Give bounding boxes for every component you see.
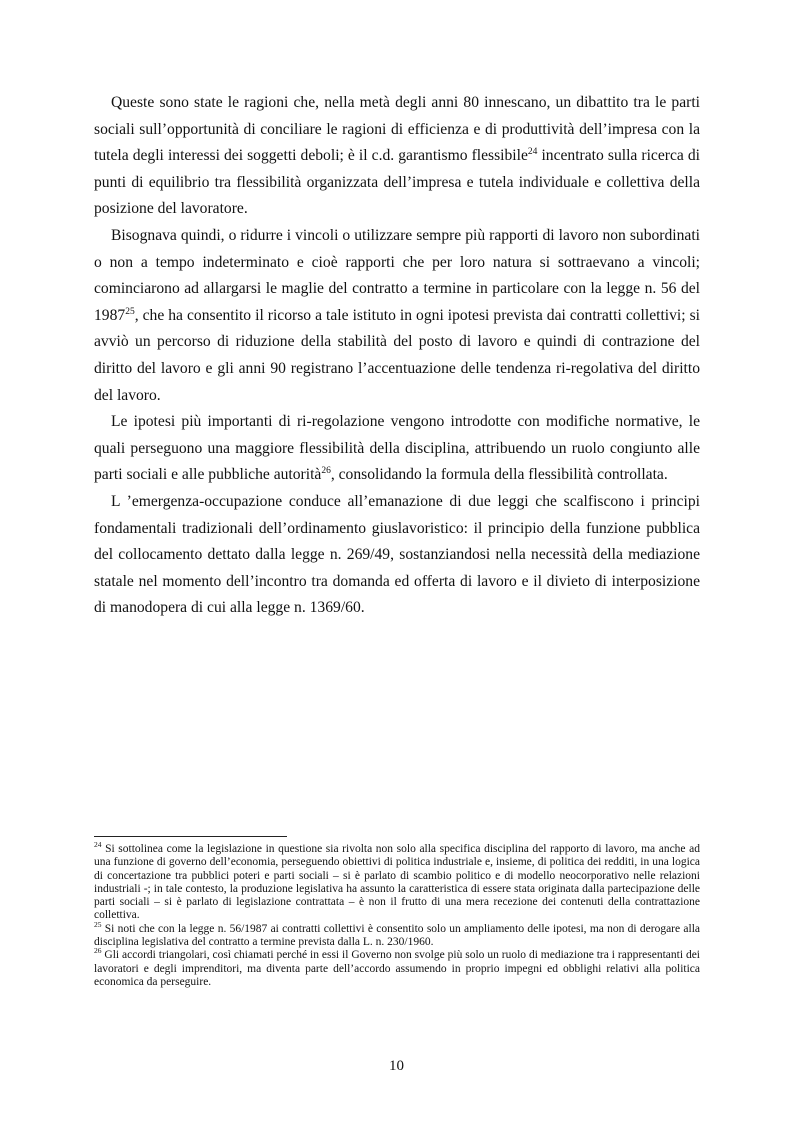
footnote-ref-26: 26 [321,466,331,477]
paragraph-text: Bisognava quindi, o ridurre i vincoli o utilizzare sempre più rapporti di lavoro non subordinati o non a tempo indeterminato e cioè rapporti che per loro natura si sottraevano a vincoli; cominciarono ad allargarsi le maglie del contratto a termine in particolare con la legge n. 56 del 1987 [94,226,700,324]
footnote-text: Si noti che con la legge n. 56/1987 ai contratti collettivi è consentito solo un ampliamento delle ipotesi, ma non di derogare alla disciplina legislativa del contratto a termine prevista dalla L. n. 230/1960. [94,922,700,949]
footnote-24 [94,840,700,923]
paragraph-text: , che ha consentito il ricorso a tale istituto in ogni ipotesi prevista dai contratti collettivi; si avviò un percorso di riduzione della stabilità del posto di lavoro e quindi di contrazione del diritto del lavoro e gli anni 90 registrano l’accentuazione delle tendenza ri-regolativa del diritto del lavoro. [94,306,700,404]
paragraph-4 [94,489,700,622]
paragraph-text: incentrato sulla ricerca di punti di equilibrio tra flessibilità organizzata dell’impresa e tutela individuale e collettiva della posizione del lavoratore. [94,147,700,218]
footnote-text: Gli accordi triangolari, così chiamati perché in essi il Governo non svolge più solo un ruolo di mediazione tra i rappresentanti dei lavoratori e degli imprenditori, ma diventa parte dell’accordo assumendo in proprio impegni ed obblighi relativi alla politica economica da perseguire. [94,949,700,988]
paragraph-text: Queste sono state le ragioni che, nella metà degli anni 80 innescano, un dibattito tra le parti sociali sull’opportunità di conciliare le ragioni di efficienza e di produttività dell’impresa con la tutela degli interessi dei soggetti deboli; è il c.d. garantismo flessibile [94,94,700,165]
footnotes [94,840,700,989]
footnote-25 [94,919,700,950]
paragraph-3 [94,409,700,489]
body-text [94,90,700,622]
paragraph-text: Le ipotesi più importanti di ri-regolazione vengono introdotte con modifiche normative, le quali perseguono una maggiore flessibilità della disciplina, attribuendo un ruolo congiunto alle parti sociali e alle pubbliche autorità [94,413,700,484]
footnote-26 [94,946,700,989]
footnote-number: 24 [94,840,102,850]
footnote-number: 26 [94,946,102,956]
paragraph-2 [94,223,700,409]
paragraph-text: , consolidando la formula della flessibilità controllata. [330,466,668,484]
footnote-number: 25 [94,919,102,929]
page-number: 10 [389,1058,404,1074]
footnote-ref-24: 24 [527,147,538,157]
footnote-ref-25: 25 [125,306,135,317]
footnote-separator [94,836,287,837]
paragraph-1 [94,90,700,223]
paragraph-text: L ’emergenza-occupazione conduce all’emanazione di due leggi che scalfiscono i principi fondamentali tradizionali dell’ordinamento giuslavoristico: il principio della funzione pubblica del collocamento dettato dalla legge n. 269/49, sostanziandosi nella necessità della mediazione statale nel momento dell’incontro tra domanda ed offerta di lavoro e il divieto di interposizione di manodopera di cui alla legge n. 1369/60. [94,492,700,617]
footnote-text: Si sottolinea come la legislazione in questione sia rivolta non solo alla specifica disciplina del rapporto di lavoro, ma anche ad una funzione di governo dell’economia, perseguendo obiettivi di politica industriale e, insieme, di politica dei redditi, in una logica di concertazione tra pubblici poteri e parti sociali – si è parlato di scambio politico e di modello neocorporativo nelle relazioni industriali -; in tale contesto, la produzione legislativa ha assunto la caratteristica di essere stata originata dalla partecipazione delle parti sociali – si è parlato di legislazione contrattata – è non il frutto di una mera recezione dei contenuti della contrattazione collettiva. [94,843,700,922]
